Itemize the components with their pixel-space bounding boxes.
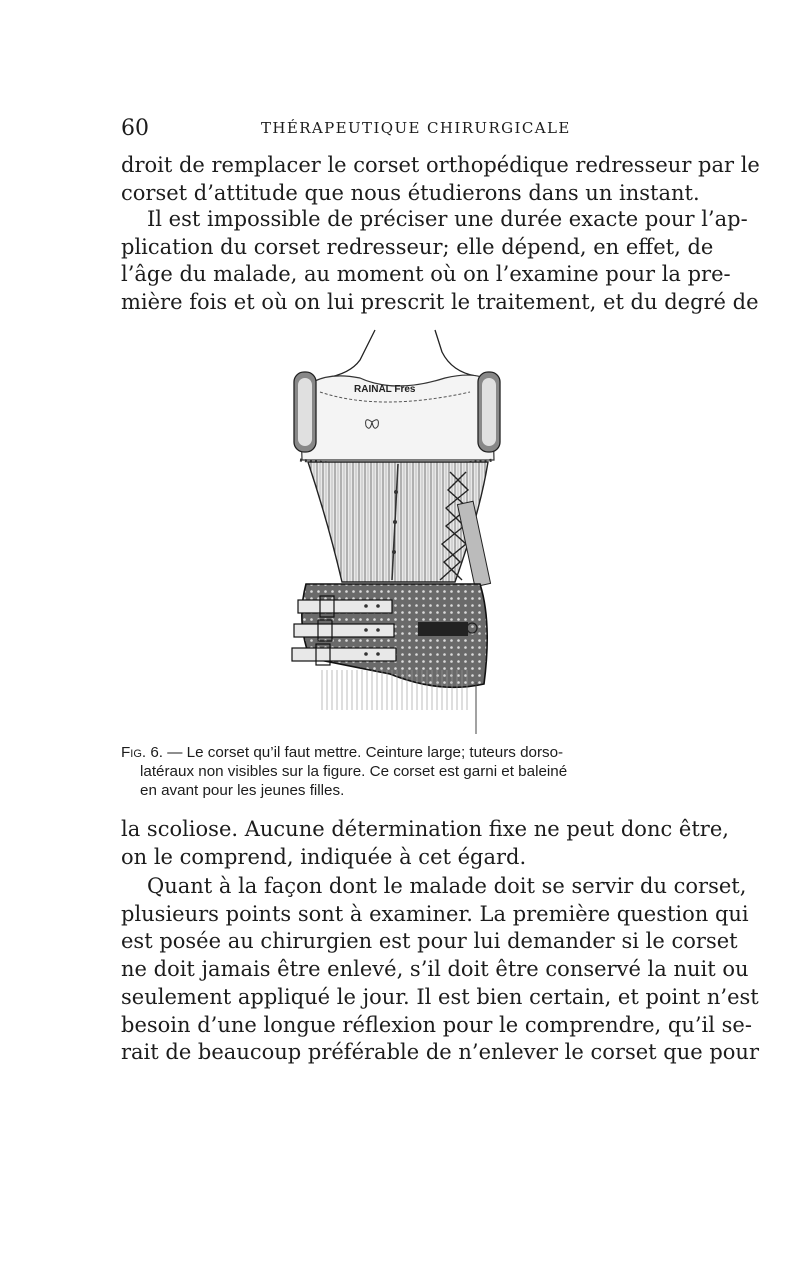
paragraph-4 (121, 873, 759, 1067)
paragraph-2 (121, 206, 759, 317)
figure-caption (121, 743, 681, 800)
text-line: Il est impossible de préciser une durée exacte pour l’ap- (147, 207, 748, 231)
text-line: mière fois et où on lui prescrit le traitement, et du degré de (121, 290, 759, 315)
text-line: la scoliose. Aucune détermination fixe ne peut donc être, (121, 817, 729, 841)
text-line: seulement appliqué le jour. Il est bien certain, et point n’est (121, 984, 759, 1009)
caption-text: — Le corset qu’il faut mettre. Ceinture large; tuteurs dorso- (163, 744, 564, 761)
caption-line: latéraux non visibles sur la figure. Ce corset est garni et baleiné (140, 763, 568, 780)
text-line: plication du corset redresseur; elle dépend, en effet, de (121, 234, 714, 259)
text-line: corset d’attitude que nous étudierons dans un instant. (121, 180, 700, 205)
page-header (121, 116, 681, 142)
page-number: 60 (121, 116, 149, 141)
paragraph-3 (121, 816, 729, 871)
corset-illustration (280, 322, 510, 742)
text-line: est posée au chirurgien est pour lui demander si le corset (121, 929, 738, 954)
caption-line (121, 743, 681, 762)
text-line: droit de remplacer le corset orthopédique redresseur par le (121, 153, 760, 177)
text-line: on le comprend, indiquée à cet égard. (121, 844, 527, 869)
text-line: l’âge du malade, au moment où on l’examine pour la pre- (121, 262, 731, 287)
figure-number: Fig. 6. (121, 744, 163, 761)
caption-line: en avant pour les jeunes filles. (140, 782, 345, 799)
paragraph-1 (121, 152, 760, 207)
text-line: plusieurs points sont à examiner. La première question qui (121, 901, 749, 926)
text-line: ne doit jamais être enlevé, s’il doit être conservé la nuit ou (121, 957, 749, 982)
text-line: rait de beaucoup préférable de n’enlever le corset que pour (121, 1040, 759, 1065)
text-line: besoin d’une longue réflexion pour le comprendre, qu’il se- (121, 1012, 752, 1037)
maker-label: RAINAL Fres (354, 384, 416, 395)
text-line: Quant à la façon dont le malade doit se servir du corset, (147, 874, 747, 898)
running-title: THÉRAPEUTIQUE CHIRURGICALE (261, 119, 571, 137)
